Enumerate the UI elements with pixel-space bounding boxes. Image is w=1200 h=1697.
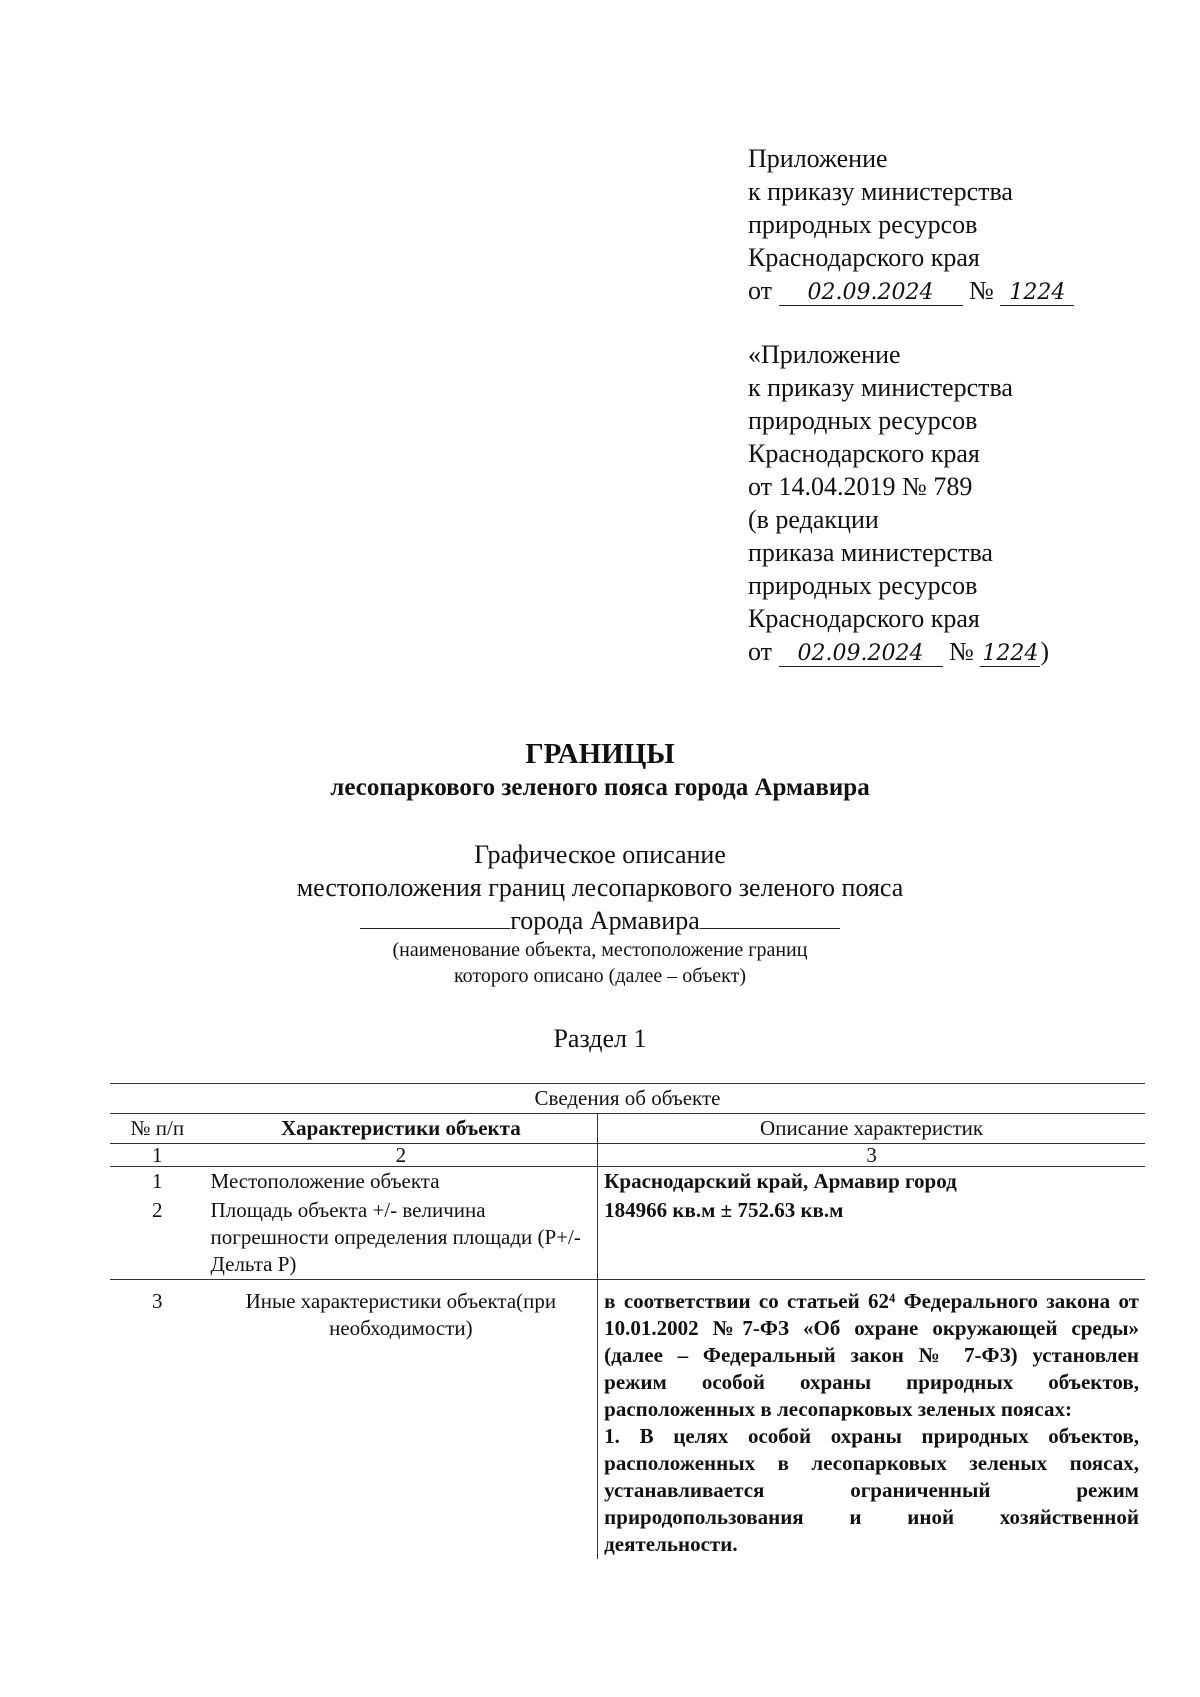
appendix-date-line <box>748 274 1074 307</box>
handwritten-number: 1224 <box>982 641 1039 666</box>
table-row <box>110 1196 1145 1280</box>
appendix-line: от 14.04.2019 № 789 <box>748 472 973 501</box>
col-number-1: 1 <box>110 1144 205 1167</box>
appendix-line: Приложение <box>748 144 888 173</box>
appendix-line: Краснодарского края <box>748 604 980 633</box>
row-number: 3 <box>152 1289 163 1313</box>
appendix-line: «Приложение <box>748 340 901 369</box>
appendix-line: к приказу министерства <box>748 373 1013 402</box>
col-number-3: 3 <box>598 1144 1145 1167</box>
document-title: ГРАНИЦЫ <box>525 738 675 770</box>
col-number-2: 2 <box>205 1144 598 1167</box>
appendix-header <box>748 142 1074 307</box>
row-description-paragraph: 1. В целях особой охраны природных объектов, расположенных в лесопарковых зеленых поясах, устанавливается ограниченный режим природопользования и иной хозяйственной деятельности. <box>604 1424 1139 1556</box>
document-subtitle: лесопаркового зеленого пояса города Армавира <box>330 774 870 801</box>
closing-paren: ) <box>1040 637 1050 666</box>
row-description <box>598 1280 1145 1560</box>
date-prefix: от <box>748 276 773 305</box>
row-number: 1 <box>152 1169 163 1193</box>
object-name: города Армавира <box>510 906 700 935</box>
table-row <box>110 1167 1145 1197</box>
header-characteristic: Характеристики объекта <box>205 1114 598 1144</box>
blank-line-left <box>360 904 510 929</box>
graphic-description-line2: местоположения границ лесопаркового зеленого пояса <box>296 873 904 902</box>
handwritten-number: 1224 <box>1000 281 1074 306</box>
appendix-line: природных ресурсов <box>748 406 978 435</box>
appendix-line: к приказу министерства <box>748 177 1013 206</box>
handwritten-date: 02.09.2024 <box>779 281 963 306</box>
row-description: 184966 кв.м ± 752.63 кв.м <box>598 1196 1145 1280</box>
row-description-paragraph: в соответствии со статьей 62⁴ Федерального закона от 10.01.2002 №7-ФЗ «Об охране окружающей среды» (далее – Федеральный закон № 7-ФЗ) установлен режим особой охраны природных объектов, расположенных в лесопарковых зеленых поясах: <box>604 1289 1139 1421</box>
caption-line1: (наименование объекта, местоположение границ <box>392 939 808 961</box>
caption-line2: которого описано (далее – объект) <box>453 965 747 987</box>
number-prefix: № <box>949 637 974 666</box>
handwritten-date: 02.09.2024 <box>779 642 943 667</box>
appendix-line: Краснодарского края <box>748 439 980 468</box>
appendix-line: природных ресурсов <box>748 571 978 600</box>
section-heading: Раздел 1 <box>553 1024 647 1053</box>
appendix-header-quoted <box>748 338 1049 668</box>
row-characteristic: Иные характеристики объекта(при необходимости) <box>205 1280 598 1560</box>
header-description: Описание характеристик <box>598 1114 1145 1144</box>
header-number: № п/п <box>110 1114 205 1144</box>
row-characteristic: Площадь объекта +/- величина погрешности определения площади (Р+/- Дельта Р) <box>205 1196 598 1280</box>
number-prefix: № <box>969 276 994 305</box>
graphic-description-line1: Графическое описание <box>474 840 726 869</box>
object-info-table <box>110 1083 1145 1559</box>
date-prefix: от <box>748 637 773 666</box>
appendix-line: природных ресурсов <box>748 210 978 239</box>
graphic-description-line3 <box>0 904 1200 937</box>
table-title: Сведения об объекте <box>110 1084 1145 1114</box>
appendix-line: приказа министерства <box>748 538 993 567</box>
row-characteristic: Местоположение объекта <box>205 1167 598 1197</box>
appendix-date-line <box>748 635 1049 668</box>
row-description: Краснодарский край, Армавир город <box>604 1169 957 1193</box>
table-row <box>110 1280 1145 1560</box>
blank-line-right <box>700 904 840 929</box>
row-number: 2 <box>110 1196 205 1280</box>
appendix-line: Краснодарского края <box>748 243 980 272</box>
appendix-line: (в редакции <box>748 505 879 534</box>
